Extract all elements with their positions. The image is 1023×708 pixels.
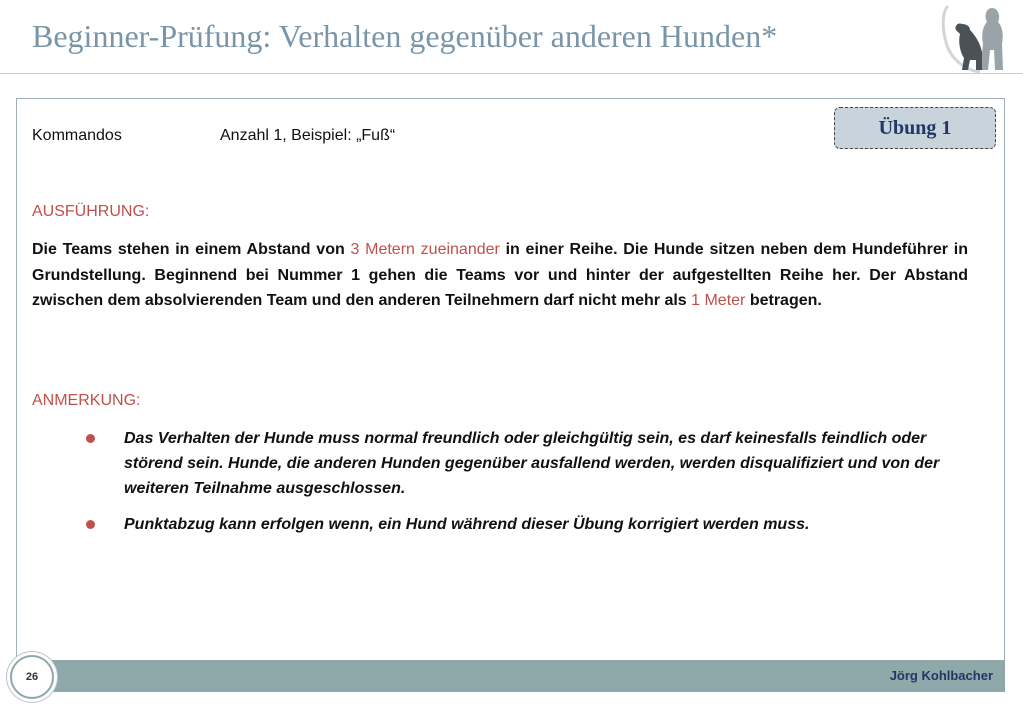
execution-highlight-meter: 1 Meter bbox=[691, 292, 746, 309]
execution-text-3: betragen. bbox=[745, 292, 822, 309]
footer-bar bbox=[30, 660, 1005, 692]
slide-title: Beginner-Prüfung: Verhalten gegenüber anderen Hunden* bbox=[32, 18, 778, 54]
execution-text-2: in einer Reihe. Die Hunde sitzen neben dem Hundeführer in Grundstellung. Beginnend bei Nummer 1 gehen die Teams vor und hinter der aufgestellten Reihe her. Der Abstand zwischen dem absolvierenden Team und den anderen Teilnehmern darf nicht mehr als bbox=[32, 241, 968, 309]
commands-value: Anzahl 1, Beispiel: „Fuß“ bbox=[220, 127, 396, 144]
remark-item-text: Punktabzug kann erfolgen wenn, ein Hund während dieser Übung korrigiert werden muss. bbox=[124, 516, 810, 533]
list-item bbox=[80, 512, 960, 537]
page-number: 26 bbox=[10, 655, 54, 699]
remark-heading: ANMERKUNG: bbox=[32, 392, 141, 409]
commands-label: Kommandos bbox=[32, 127, 122, 144]
execution-highlight-distance: 3 Metern zueinander bbox=[350, 241, 500, 258]
exercise-badge: Übung 1 bbox=[834, 107, 996, 149]
bullet-icon bbox=[86, 520, 95, 529]
dog-and-person-logo-icon bbox=[940, 2, 1022, 74]
execution-paragraph bbox=[32, 237, 968, 314]
title-divider bbox=[0, 73, 1023, 74]
remark-list bbox=[80, 426, 960, 548]
execution-text-1: Die Teams stehen in einem Abstand von bbox=[32, 241, 351, 258]
author-name: Jörg Kohlbacher bbox=[889, 668, 993, 683]
content-frame bbox=[16, 98, 1005, 674]
bullet-icon bbox=[86, 434, 95, 443]
execution-heading: AUSFÜHRUNG: bbox=[32, 203, 150, 220]
list-item bbox=[80, 426, 960, 501]
remark-item-text: Das Verhalten der Hunde muss normal freundlich oder gleichgültig sein, es darf keinesfalls feindlich oder störend sein. Hunde, die anderen Hunden gegenüber ausfallend werden, werden disqualifiziert und von der weiteren Teilnahme ausgeschlossen. bbox=[124, 430, 940, 497]
